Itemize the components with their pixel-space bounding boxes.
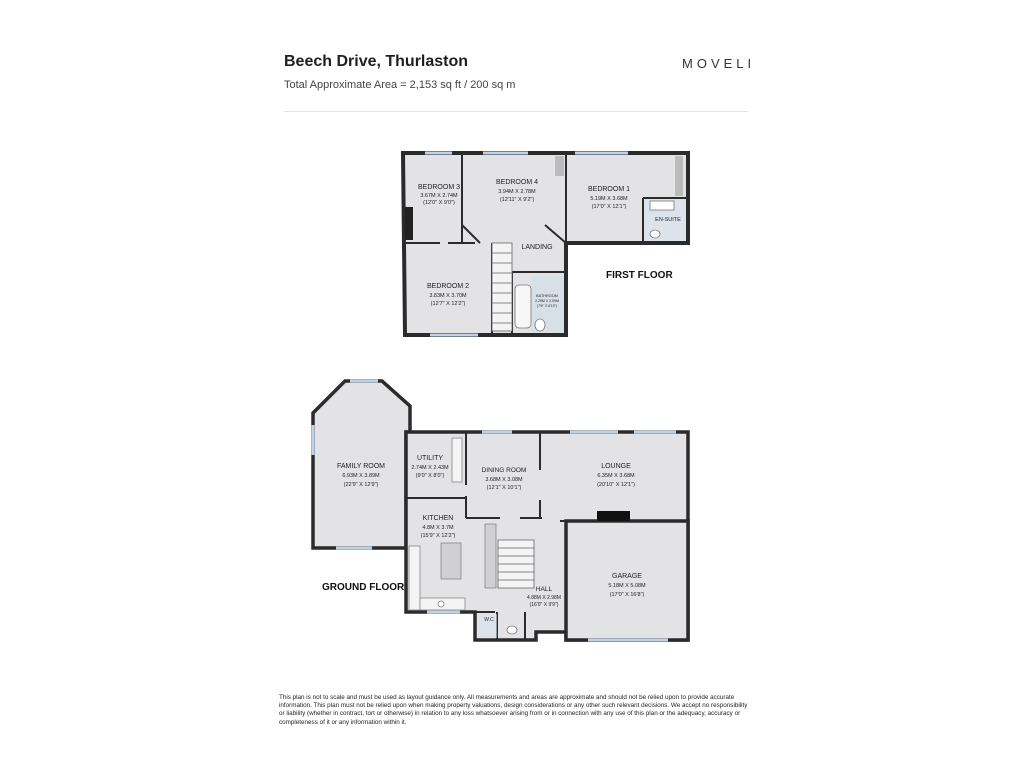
wc-name: W.C <box>484 617 494 623</box>
kitchen-name: KITCHEN <box>422 515 454 522</box>
ground-floor-label: GROUND FLOOR <box>322 582 405 593</box>
family-room-name: FAMILY ROOM <box>337 463 385 470</box>
hall-metric: 4.88M X 2.98M <box>527 595 561 601</box>
basin <box>650 201 674 210</box>
garage-outline <box>566 521 688 640</box>
bedroom2-imperial: (12'7" X 12'2") <box>430 301 466 307</box>
bedroom4-metric: 3.94M X 2.78M <box>498 189 536 195</box>
ground-floor-stairs <box>498 540 534 588</box>
kitchen-metric: 4.8M X 3.7M <box>422 525 454 531</box>
sink <box>438 601 444 607</box>
bedroom3-name: BEDROOM 3 <box>417 184 461 191</box>
utility-name: UTILITY <box>416 455 444 462</box>
bathroom-name: BATHROOM <box>536 294 558 298</box>
hall-name: HALL <box>535 586 553 593</box>
disclaimer-text: This plan is not to scale and must be used as layout guidance only. All measurements and areas are approximate and should not be relied upon to provide accurate information. This plan must not be relied upon when making property valuations, design considerations or any other such relevant decisions. We accept no responsibility or liability (whether in contract, tort or otherwise) in relation to any loss whatsoever arising from or in connection with any use of this plan or the adequacy, accuracy or completeness of it or any information within it. <box>279 694 748 726</box>
wardrobe <box>675 156 683 196</box>
hall-imperial: (16'0" X 9'9") <box>529 602 559 608</box>
lounge-metric: 6.35M X 3.68M <box>597 473 635 479</box>
first-floor <box>403 153 688 335</box>
bedroom4-imperial: (12'11" X 9'2") <box>499 197 535 203</box>
ground-floor <box>313 381 688 640</box>
bedroom2-metric: 3.83M X 3.70M <box>429 293 467 299</box>
utility-metric: 2.74M X 2.43M <box>411 465 449 471</box>
lounge-imperial: (20'10" X 12'1") <box>597 482 635 488</box>
first-floor-stairs <box>492 243 512 331</box>
toilet <box>650 230 660 238</box>
bedroom2-name: BEDROOM 2 <box>426 283 470 290</box>
garage-name: GARAGE <box>612 573 642 580</box>
bedroom3-imperial: (12'0" X 9'0") <box>423 200 455 206</box>
bathroom-imperial: (7'6" X 6'10") <box>536 304 558 308</box>
first-floor-label: FIRST FLOOR <box>606 270 673 281</box>
utility-counter <box>452 438 462 482</box>
bathroom-metric: 2.29M X 2.09M <box>535 299 559 303</box>
garage-imperial: (17'0" X 16'8") <box>609 592 645 598</box>
kitchen-island <box>441 543 461 579</box>
dining-room-name: DINING ROOM <box>481 467 527 474</box>
bedroom4-name: BEDROOM 4 <box>495 179 539 186</box>
kitchen-counter <box>485 524 496 588</box>
total-area: Total Approximate Area = 2,153 sq ft / 200 sq m <box>284 79 516 91</box>
family-room-imperial: (22'9" X 12'9") <box>343 482 379 488</box>
toilet <box>507 626 517 634</box>
utility-imperial: (9'0" X 8'0") <box>415 473 445 479</box>
property-title: Beech Drive, Thurlaston <box>284 53 469 70</box>
dining-room-metric: 3.68M X 3.08M <box>485 477 523 483</box>
toilet <box>535 319 545 331</box>
ensuite-name: EN-SUITE <box>655 217 681 223</box>
kitchen-counter <box>409 546 420 610</box>
dining-room-imperial: (12'1" X 10'1") <box>486 485 522 491</box>
wardrobe <box>405 207 413 240</box>
garage-metric: 5.18M X 5.08M <box>608 583 646 589</box>
lounge-name: LOUNGE <box>601 463 631 470</box>
wardrobe <box>555 156 564 176</box>
bedroom1-name: BEDROOM 1 <box>587 186 631 193</box>
bath-tub <box>515 285 531 328</box>
bedroom3-metric: 3.67M X 2.74M <box>420 193 458 199</box>
kitchen-imperial: (15'9" X 12'2") <box>420 533 456 539</box>
family-room-metric: 6.93M X 3.89M <box>342 473 380 479</box>
bedroom1-metric: 5.19M X 3.68M <box>590 196 628 202</box>
brand-logo: MOVELI <box>682 56 756 71</box>
fireplace <box>597 511 630 521</box>
bedroom1-imperial: (17'0" X 12'1") <box>591 204 627 210</box>
landing-name: LANDING <box>521 244 553 251</box>
